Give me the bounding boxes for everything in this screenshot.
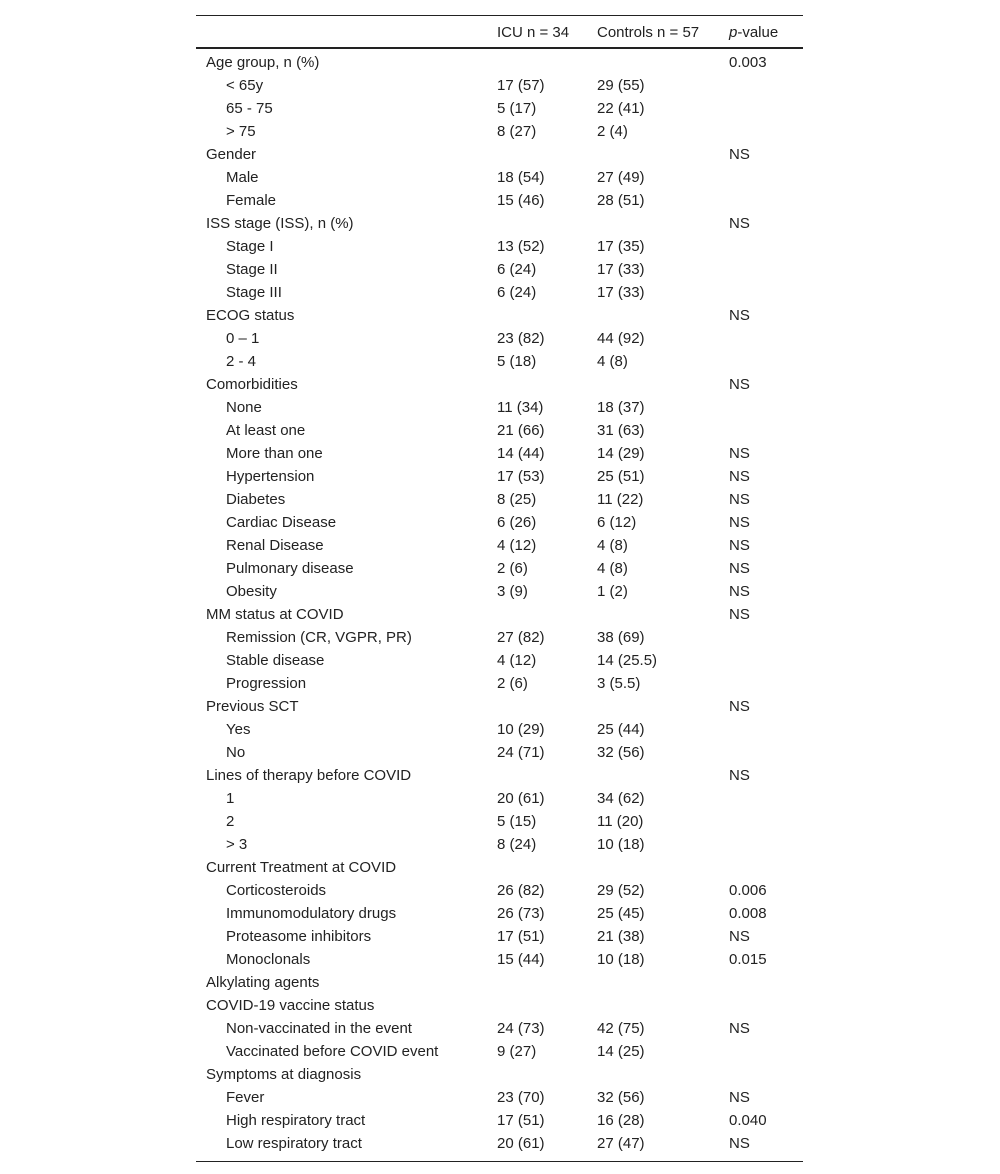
- p-value: NS: [729, 376, 750, 393]
- p-value: NS: [729, 491, 750, 508]
- table-row: [196, 902, 803, 925]
- table-row: [196, 74, 803, 97]
- icu-value: 14 (44): [497, 445, 545, 462]
- row-label: Lines of therapy before COVID: [206, 767, 412, 784]
- controls-value: 4 (8): [597, 537, 628, 554]
- icu-value: 23 (82): [497, 330, 545, 347]
- row-label: Current Treatment at COVID: [206, 859, 397, 876]
- table-row: [196, 419, 803, 442]
- controls-value: 11 (22): [597, 491, 644, 508]
- header-p-value: [729, 16, 778, 49]
- icu-value: 5 (17): [497, 100, 537, 117]
- p-value: NS: [729, 537, 750, 554]
- controls-value: 21 (38): [597, 928, 645, 945]
- table-row: [196, 166, 803, 189]
- controls-value: 27 (49): [597, 169, 645, 186]
- p-value: 0.003: [729, 54, 767, 71]
- row-label: Yes: [226, 721, 251, 738]
- row-label: Female: [226, 192, 277, 209]
- header-icu: ICU n = 34: [497, 24, 570, 41]
- p-value: NS: [729, 146, 750, 163]
- controls-value: 25 (45): [597, 905, 645, 922]
- table-row: [196, 580, 803, 603]
- icu-value: 15 (44): [497, 951, 545, 968]
- p-value: NS: [729, 1020, 750, 1037]
- icu-value: 11 (34): [497, 399, 544, 416]
- table-row: [196, 833, 803, 856]
- p-value: NS: [729, 307, 750, 324]
- controls-value: 14 (25): [597, 1043, 645, 1060]
- table-body: [196, 49, 803, 1162]
- icu-value: 4 (12): [497, 652, 537, 669]
- table-row: [196, 1109, 803, 1132]
- controls-value: 42 (75): [597, 1020, 645, 1037]
- table-row: [196, 649, 803, 672]
- row-label: ISS stage (ISS), n (%): [206, 215, 354, 232]
- table-row: [196, 235, 803, 258]
- table-row: [196, 534, 803, 557]
- table-row: [196, 511, 803, 534]
- row-label: Non-vaccinated in the event: [226, 1020, 412, 1037]
- table-row: [196, 925, 803, 948]
- icu-value: 20 (61): [497, 1135, 545, 1152]
- row-label: COVID-19 vaccine status: [206, 997, 375, 1014]
- icu-value: 2 (6): [497, 675, 528, 692]
- row-label: Hypertension: [226, 468, 315, 485]
- controls-value: 14 (29): [597, 445, 645, 462]
- table-row: [196, 603, 803, 626]
- row-label: Progression: [226, 675, 307, 692]
- table-row: [196, 695, 803, 718]
- row-label: Low respiratory tract: [226, 1135, 362, 1152]
- row-label: Symptoms at diagnosis: [206, 1066, 362, 1083]
- row-label: Gender: [206, 146, 257, 163]
- row-label: Previous SCT: [206, 698, 299, 715]
- table-row: [196, 764, 803, 787]
- table-row: [196, 258, 803, 281]
- table-row: [196, 879, 803, 902]
- row-label: Immunomodulatory drugs: [226, 905, 397, 922]
- table-row: [196, 626, 803, 649]
- row-label: More than one: [226, 445, 323, 462]
- table-row: [196, 327, 803, 350]
- table-row: [196, 304, 803, 327]
- p-value: NS: [729, 1135, 750, 1152]
- icu-value: 18 (54): [497, 169, 545, 186]
- controls-value: 3 (5.5): [597, 675, 641, 692]
- icu-value: 24 (73): [497, 1020, 545, 1037]
- row-label: < 65y: [226, 77, 264, 94]
- icu-value: 17 (51): [497, 928, 545, 945]
- table-row: [196, 1063, 803, 1086]
- table-row: [196, 557, 803, 580]
- row-label: ECOG status: [206, 307, 295, 324]
- controls-value: 31 (63): [597, 422, 645, 439]
- row-label: Fever: [226, 1089, 265, 1106]
- controls-value: 38 (69): [597, 629, 645, 646]
- p-value: 0.008: [729, 905, 767, 922]
- controls-value: 22 (41): [597, 100, 645, 117]
- controls-value: 14 (25.5): [597, 652, 658, 669]
- table-row: [196, 856, 803, 879]
- characteristics-table: [196, 15, 803, 1162]
- icu-value: 24 (71): [497, 744, 545, 761]
- icu-value: 3 (9): [497, 583, 528, 600]
- p-value: NS: [729, 215, 750, 232]
- row-label: > 3: [226, 836, 248, 853]
- icu-value: 5 (15): [497, 813, 537, 830]
- p-value: NS: [729, 1089, 750, 1106]
- table-header: [196, 16, 803, 49]
- controls-value: 17 (33): [597, 261, 645, 278]
- controls-value: 10 (18): [597, 836, 645, 853]
- p-value: NS: [729, 514, 750, 531]
- row-label: Male: [226, 169, 259, 186]
- icu-value: 13 (52): [497, 238, 545, 255]
- row-label: Diabetes: [226, 491, 286, 508]
- p-value: 0.040: [729, 1112, 767, 1129]
- table-row: [196, 396, 803, 419]
- controls-value: 4 (8): [597, 560, 628, 577]
- icu-value: 8 (27): [497, 123, 537, 140]
- controls-value: 32 (56): [597, 744, 645, 761]
- table-row: [196, 488, 803, 511]
- icu-value: 21 (66): [497, 422, 545, 439]
- row-label: Stable disease: [226, 652, 325, 669]
- controls-value: 25 (51): [597, 468, 645, 485]
- row-label: > 75: [226, 123, 256, 140]
- p-value: NS: [729, 767, 750, 784]
- controls-value: 32 (56): [597, 1089, 645, 1106]
- controls-value: 25 (44): [597, 721, 645, 738]
- row-label: No: [226, 744, 246, 761]
- row-label: At least one: [226, 422, 306, 439]
- table-row: [196, 1017, 803, 1040]
- row-label: MM status at COVID: [206, 606, 344, 623]
- controls-value: 10 (18): [597, 951, 645, 968]
- table-row: [196, 1086, 803, 1109]
- row-label: 2 - 4: [226, 353, 257, 370]
- controls-value: 29 (52): [597, 882, 645, 899]
- icu-value: 8 (25): [497, 491, 537, 508]
- icu-value: 26 (73): [497, 905, 545, 922]
- table-row: [196, 97, 803, 120]
- controls-value: 28 (51): [597, 192, 645, 209]
- icu-value: 17 (53): [497, 468, 545, 485]
- controls-value: 2 (4): [597, 123, 628, 140]
- row-label: 1: [226, 790, 235, 807]
- row-label: Remission (CR, VGPR, PR): [226, 629, 412, 646]
- icu-value: 17 (57): [497, 77, 545, 94]
- row-label: 2: [226, 813, 235, 830]
- row-label: 0 – 1: [226, 330, 260, 347]
- icu-value: 10 (29): [497, 721, 545, 738]
- table-row: [196, 281, 803, 304]
- icu-value: 6 (24): [497, 284, 537, 301]
- table-row: [196, 787, 803, 810]
- icu-value: 5 (18): [497, 353, 537, 370]
- table-row: [196, 1132, 803, 1155]
- controls-value: 18 (37): [597, 399, 645, 416]
- row-label: Renal Disease: [226, 537, 324, 554]
- p-value: NS: [729, 928, 750, 945]
- p-value: NS: [729, 583, 750, 600]
- controls-value: 6 (12): [597, 514, 637, 531]
- row-label: Vaccinated before COVID event: [226, 1043, 439, 1060]
- table-row: [196, 1040, 803, 1063]
- controls-value: 11 (20): [597, 813, 644, 830]
- p-value: 0.006: [729, 882, 767, 899]
- row-label: Stage II: [226, 261, 278, 278]
- row-label: Stage I: [226, 238, 274, 255]
- row-label: Monoclonals: [226, 951, 311, 968]
- row-label: Comorbidities: [206, 376, 298, 393]
- p-value: NS: [729, 445, 750, 462]
- table-row: [196, 51, 803, 74]
- table-row: [196, 465, 803, 488]
- table-row: [196, 672, 803, 695]
- p-value: NS: [729, 606, 750, 623]
- row-label: 65 - 75: [226, 100, 273, 117]
- row-label: High respiratory tract: [226, 1112, 366, 1129]
- table-row: [196, 442, 803, 465]
- table-row: [196, 971, 803, 994]
- table-row: [196, 212, 803, 235]
- icu-value: 26 (82): [497, 882, 545, 899]
- row-label: Alkylating agents: [206, 974, 320, 991]
- controls-value: 27 (47): [597, 1135, 645, 1152]
- row-label: Corticosteroids: [226, 882, 327, 899]
- icu-value: 15 (46): [497, 192, 545, 209]
- table-row: [196, 994, 803, 1017]
- icu-value: 23 (70): [497, 1089, 545, 1106]
- p-value: 0.015: [729, 951, 767, 968]
- p-value: NS: [729, 468, 750, 485]
- row-label: Age group, n (%): [206, 54, 320, 71]
- row-label: Obesity: [226, 583, 277, 600]
- row-label: Cardiac Disease: [226, 514, 337, 531]
- row-label: Pulmonary disease: [226, 560, 354, 577]
- icu-value: 8 (24): [497, 836, 537, 853]
- icu-value: 6 (24): [497, 261, 537, 278]
- icu-value: 4 (12): [497, 537, 537, 554]
- icu-value: 20 (61): [497, 790, 545, 807]
- table-row: [196, 143, 803, 166]
- icu-value: 2 (6): [497, 560, 528, 577]
- controls-value: 17 (33): [597, 284, 645, 301]
- controls-value: 34 (62): [597, 790, 645, 807]
- table-row: [196, 189, 803, 212]
- controls-value: 16 (28): [597, 1112, 645, 1129]
- controls-value: 1 (2): [597, 583, 628, 600]
- p-value: NS: [729, 698, 750, 715]
- icu-value: 17 (51): [497, 1112, 545, 1129]
- table-row: [196, 718, 803, 741]
- icu-value: 6 (26): [497, 514, 537, 531]
- table-row: [196, 350, 803, 373]
- row-label: Proteasome inhibitors: [226, 928, 372, 945]
- row-label: Stage III: [226, 284, 282, 301]
- table-row: [196, 948, 803, 971]
- icu-value: 9 (27): [497, 1043, 537, 1060]
- controls-value: 4 (8): [597, 353, 628, 370]
- table-row: [196, 120, 803, 143]
- header-controls: Controls n = 57: [597, 24, 700, 41]
- icu-value: 27 (82): [497, 629, 545, 646]
- table-row: [196, 741, 803, 764]
- p-value: NS: [729, 560, 750, 577]
- header-p-rest: -value: [737, 24, 779, 41]
- table-row: [196, 373, 803, 396]
- row-label: None: [226, 399, 262, 416]
- controls-value: 17 (35): [597, 238, 645, 255]
- table-row: [196, 810, 803, 833]
- header-p-italic: p: [729, 24, 738, 41]
- controls-value: 44 (92): [597, 330, 645, 347]
- controls-value: 29 (55): [597, 77, 645, 94]
